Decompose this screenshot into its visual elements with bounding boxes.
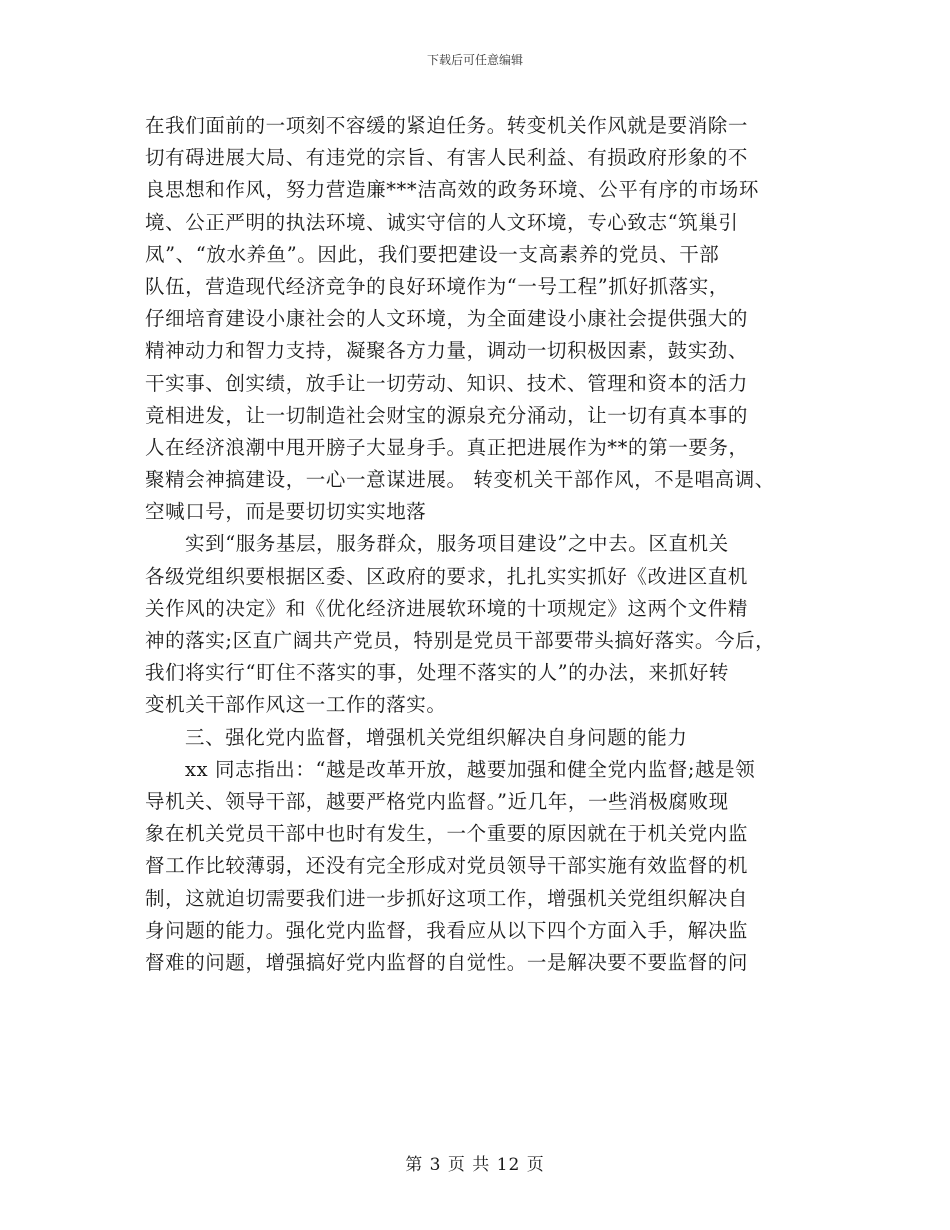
page-number-footer: 第 3 页 共 12 页 [405,1155,545,1175]
text-line: 神的落实;区直广阔共产党员，特别是党员干部要带头搞好落实。今后， [145,629,776,652]
text-line: 切有碍进展大局、有违党的宗旨、有害人民利益、有损政府形象的不 [145,146,749,170]
text-line: 空喊口号，而是要切切实实地落 [145,500,427,524]
paragraph-start-line: xx 同志指出：“越是改革开放，越要加强和健全党内监督;越是领 [185,757,756,781]
text-line: 人在经济浪潮中甩开膀子大显身手。真正把进展作为**的第一要务， [145,435,749,459]
text-line: 精神动力和智力支持，凝聚各方力量，调动一切积极因素，鼓实劲、 [145,339,749,363]
text-line: 督工作比较薄弱，还没有完全形成对党员领导干部实施有效监督的机 [145,854,749,878]
text-line: 督难的问题，增强搞好党内监督的自觉性。一是解决要不要监督的问 [145,950,749,974]
text-line: 各级党组织要根据区委、区政府的要求，扎扎实实抓好《改进区直机 [145,564,749,588]
section-heading: 三、强化党内监督，增强机关党组织解决自身问题的能力 [185,725,688,749]
text-line: 在我们面前的一项刻不容缓的紧迫任务。转变机关作风就是要消除一 [145,114,749,137]
text-line: 导机关、领导干部，越要严格党内监督。”近几年，一些消极腐败现 [145,789,729,813]
text-line: 我们将实行“盯住不落实的事，处理不落实的人”的办法，来抓好转 [145,661,729,685]
text-line: 聚精会神搞建设，一心一意谋进展。 转变机关干部作风，不是唱高调、 [145,468,775,492]
text-line: 良思想和作风，努力营造廉***洁高效的政务环境、公平有序的市场环 [145,178,759,202]
text-line: 凤”、“放水养鱼”。因此，我们要把建设一支高素养的党员、干部 [145,242,720,266]
document-body [145,110,825,979]
page-header: 下载后可任意编辑 [426,53,523,67]
text-line: 身问题的能力。强化党内监督，我看应从以下四个方面入手，解决监 [145,918,749,942]
paragraph-start-line: 实到“服务基层，服务群众，服务项目建设”之中去。区直机关 [185,532,729,556]
text-line: 境、公正严明的执法环境、诚实守信的人文环境，专心致志“筑巢引 [145,210,739,234]
text-line: 变机关干部作风这一工作的落实。 [145,693,447,717]
text-line: 队伍，营造现代经济竞争的良好环境作为“一号工程”抓好抓落实， [145,274,729,298]
text-line: 干实事、创实绩，放手让一切劳动、知识、技术、管理和资本的活力 [145,371,749,395]
text-line: 竟相进发，让一切制造社会财宝的源泉充分涌动，让一切有真本事的 [145,403,749,427]
text-line: 关作风的决定》和《优化经济进展软环境的十项规定》这两个文件精 [145,596,749,620]
text-line: 制，这就迫切需要我们进一步抓好这项工作，增强机关党组织解决自 [145,886,749,910]
text-line: 象在机关党员干部中也时有发生，一个重要的原因就在于机关党内监 [145,822,749,846]
text-line: 仔细培育建设小康社会的人文环境，为全面建设小康社会提供强大的 [145,307,749,331]
